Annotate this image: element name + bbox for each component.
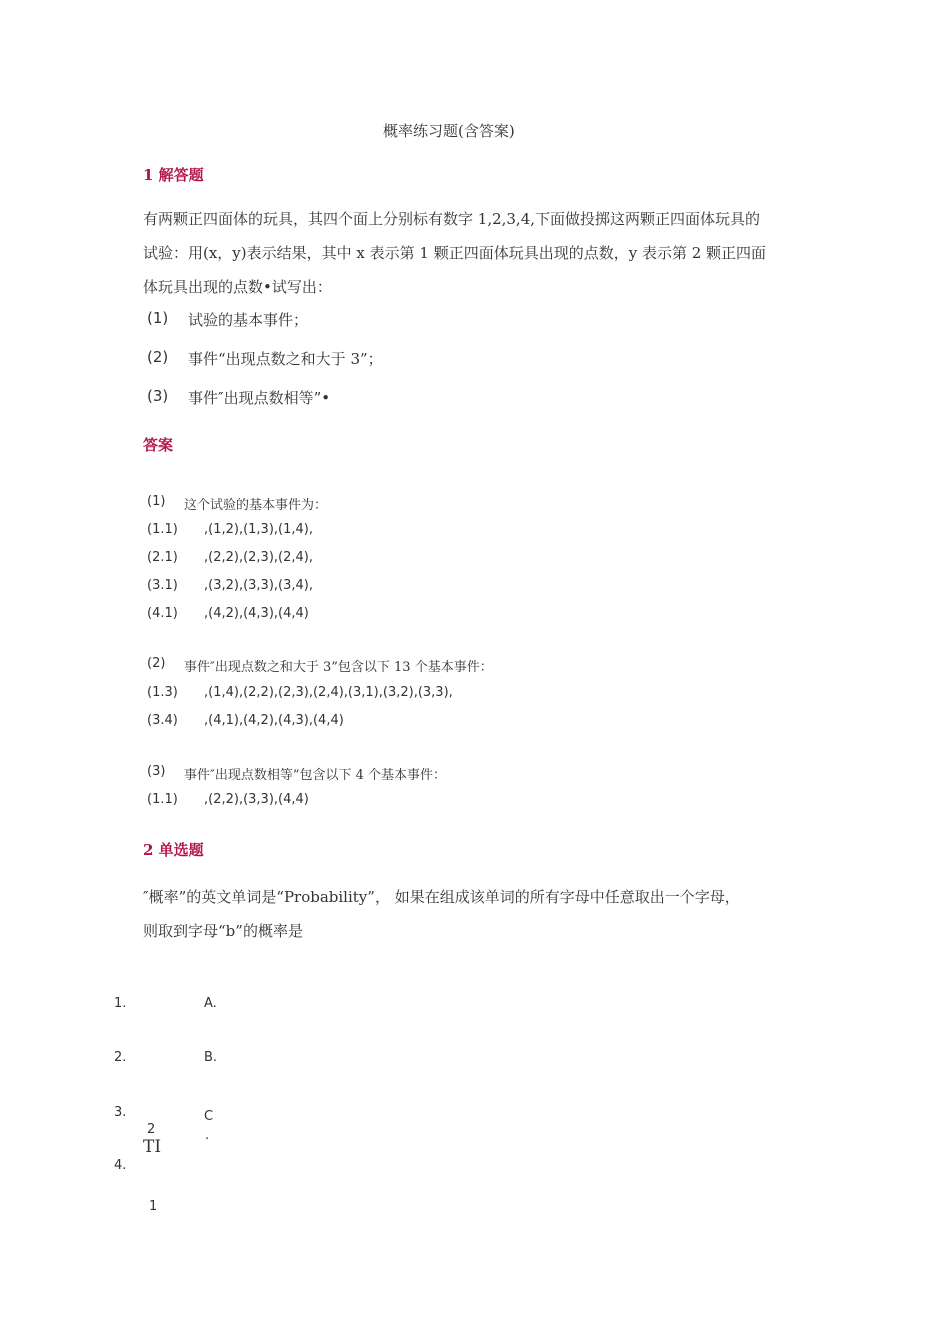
answer-part1-row-2-b: ,(2,2),(2,3),(2,4), (204, 550, 313, 565)
q1-item-num-2: (2) (147, 348, 169, 366)
option-num-1: 1. (114, 996, 127, 1011)
fraction-denominator: TI (143, 1137, 162, 1157)
answer-part3-row-1-a: (1.1) (147, 792, 178, 807)
option-letter-c[interactable]: C (204, 1109, 214, 1124)
answer-part2-text: 事件″出现点数之和大于 3”包含以下 13 个基本事件： (184, 660, 493, 675)
answer-part3-num: (3) (147, 764, 166, 779)
answer-part2-row-2-b: ,(4,1),(4,2),(4,3),(4,4) (204, 713, 344, 728)
option-num-4: 4. (114, 1158, 127, 1173)
q1-item-text-2: 事件“出现点数之和大于 3”； (188, 350, 383, 368)
answer-part2-row-1-b: ,(1,4),(2,2),(2,3),(2,4),(3,1),(3,2),(3,3), (204, 685, 453, 700)
option-c-dot: . (205, 1128, 210, 1143)
option-num-2: 2. (114, 1050, 127, 1065)
answer-part1-num: (1) (147, 494, 166, 509)
q1-para-line-1: 有两颗正四面体的玩具，其四个面上分别标有数字 1,2,3,4,下面做投掷这两颗正四面体玩具的 (143, 210, 761, 228)
q1-para-line-2: 试验：用(x，y)表示结果，其中 x 表示第 1 颗正四面体玩具出现的点数，y 表示第 2 颗正四面 (143, 244, 767, 262)
option-letter-a[interactable]: A. (204, 996, 217, 1011)
page-title: 概率练习题(含答案) (383, 122, 515, 140)
stray-number: 1 (149, 1199, 158, 1214)
q2-para-line-2: 则取到字母“b”的概率是 (143, 922, 303, 940)
answer-part1-row-1-b: ,(1,2),(1,3),(1,4), (204, 522, 313, 537)
fraction-numerator: 2 (147, 1122, 156, 1137)
answer-part2-num: (2) (147, 656, 166, 671)
answer-heading: 答案 (143, 436, 174, 454)
q1-item-num-1: (1) (147, 309, 169, 327)
q2-heading: 2 单选题 (143, 841, 204, 859)
answer-part2-row-2-a: (3.4) (147, 713, 178, 728)
q1-para-line-3: 体玩具出现的点数•试写出： (143, 278, 332, 296)
answer-part3-text: 事件″出现点数相等”包含以下 4 个基本事件： (184, 768, 447, 783)
answer-part1-row-4-b: ,(4,2),(4,3),(4,4) (204, 606, 309, 621)
answer-part1-row-2-a: (2.1) (147, 550, 178, 565)
q1-item-text-3: 事件″出现点数相等”• (188, 389, 331, 407)
option-letter-b[interactable]: B. (204, 1050, 218, 1065)
answer-part1-row-1-a: (1.1) (147, 522, 178, 537)
q1-item-text-1: 试验的基本事件； (188, 311, 309, 329)
answer-part2-row-1-a: (1.3) (147, 685, 178, 700)
q1-heading: 1 解答题 (143, 166, 204, 184)
answer-part1-row-4-a: (4.1) (147, 606, 178, 621)
answer-part1-row-3-a: (3.1) (147, 578, 178, 593)
q1-item-num-3: (3) (147, 387, 169, 405)
answer-part1-text: 这个试验的基本事件为： (184, 498, 328, 513)
answer-part1-row-3-b: ,(3,2),(3,3),(3,4), (204, 578, 313, 593)
q2-para-line-1: ″概率”的英文单词是“Probability”， 如果在组成该单词的所有字母中任意取出一个字母， (143, 888, 740, 906)
option-num-3: 3. (114, 1105, 127, 1120)
answer-part3-row-1-b: ,(2,2),(3,3),(4,4) (204, 792, 309, 807)
